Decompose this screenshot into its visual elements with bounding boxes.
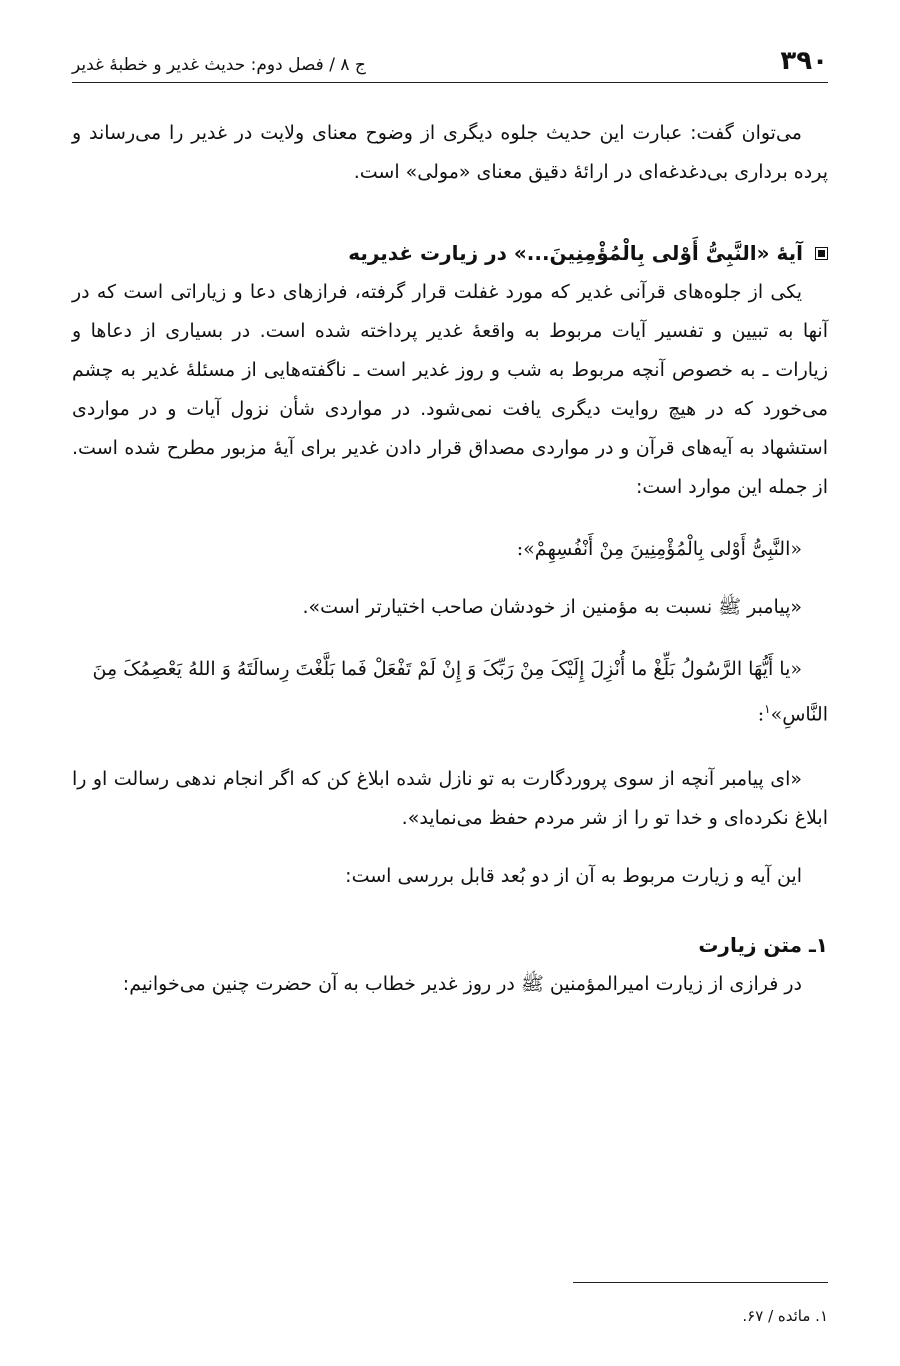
section-heading — [72, 234, 828, 273]
verse-quote-2 — [72, 649, 828, 734]
ziyarat-intro-paragraph: در فرازی از زیارت امیرالمؤمنین ﷺ در روز غدیر خطاب به آن حضرت چنین می‌خوانیم: — [122, 973, 802, 996]
verse-quote-2-tail: : — [757, 703, 765, 726]
header-divider — [72, 82, 828, 83]
running-title: ج ۸ / فصل دوم: حدیث غدیر و خطبهٔ غدیر — [72, 55, 366, 75]
footnote: ۱. مائده / ۶۷. — [742, 1307, 828, 1325]
intro-paragraph: می‌توان گفت: عبارت این حدیث جلوه دیگری از وضوح معنای ولایت در غدیر را می‌رساند و پرده برداری بی‌دغدغه‌ای در ارائهٔ دقیق معنای «مولی» است. — [72, 122, 828, 183]
footnote-reference[interactable]: ۱ — [764, 702, 771, 716]
page-number: ۳۹۰ — [780, 46, 828, 76]
square-bullet-icon — [815, 247, 828, 260]
two-aspects-paragraph: این آیه و زیارت مربوط به آن از دو بُعد قابل بررسی است: — [345, 865, 802, 888]
book-page — [72, 0, 828, 1366]
subheading: ۱ـ متن زیارت — [698, 933, 828, 958]
running-header — [72, 34, 828, 74]
section-heading-text: آیهٔ «النَّبِیُّ أَوْلی بِالْمُؤْمِنِینَ...» در زیارت غدیریه — [348, 241, 803, 265]
verse-translation-1: «پیامبر ﷺ نسبت به مؤمنین از خودشان صاحب اختیارتر است». — [302, 596, 802, 618]
body-paragraph: یکی از جلوه‌های قرآنی غدیر که مورد غفلت قرار گرفته، فرازهای دعا و زیاراتی است که در آنها به تبیین و تفسیر آیات مربوط به واقعهٔ غدیر پرداخته شده است. در بسیاری از دعاها و زیارات ـ به خصوص آنچه مربوط به شب و روز غدیر است ـ ناگفته‌هایی از مسئلهٔ غدیر به چشم می‌خورد که در هیچ روایت دیگری یافت نمی‌شود. در مواردی شأن نزول آیات و در مواردی استشهاد به آیه‌های قرآن و در مواردی مصداق قرار دادن غدیر برای آیهٔ مزبور مطرح شده است. از جمله این موارد است: — [72, 281, 828, 498]
verse-quote-1: «النَّبِیُّ أَوْلی بِالْمُؤْمِنِینَ مِنْ أَنْفُسِهِمْ»: — [516, 538, 802, 560]
footnote-divider — [573, 1282, 828, 1283]
page-content — [72, 114, 828, 1004]
verse-translation-2: «ای پیامبر آنچه از سوی پروردگارت به تو نازل شده ابلاغ کن که اگر انجام ندهی رسالت او را ابلاغ نکرده‌ای و خدا تو را از شر مردم حفظ می‌نماید». — [72, 768, 828, 830]
verse-quote-2-text: «یا أَیُّهَا الرَّسُولُ بَلِّغْ ما أُنْزِلَ إِلَیْکَ مِنْ رَبِّکَ وَ إِنْ لَمْ تَفْعَلْ فَما بَلَّغْتَ رِسالَتَهُ وَ اللهُ یَعْصِمُکَ مِنَ النَّاسِ» — [92, 658, 828, 726]
